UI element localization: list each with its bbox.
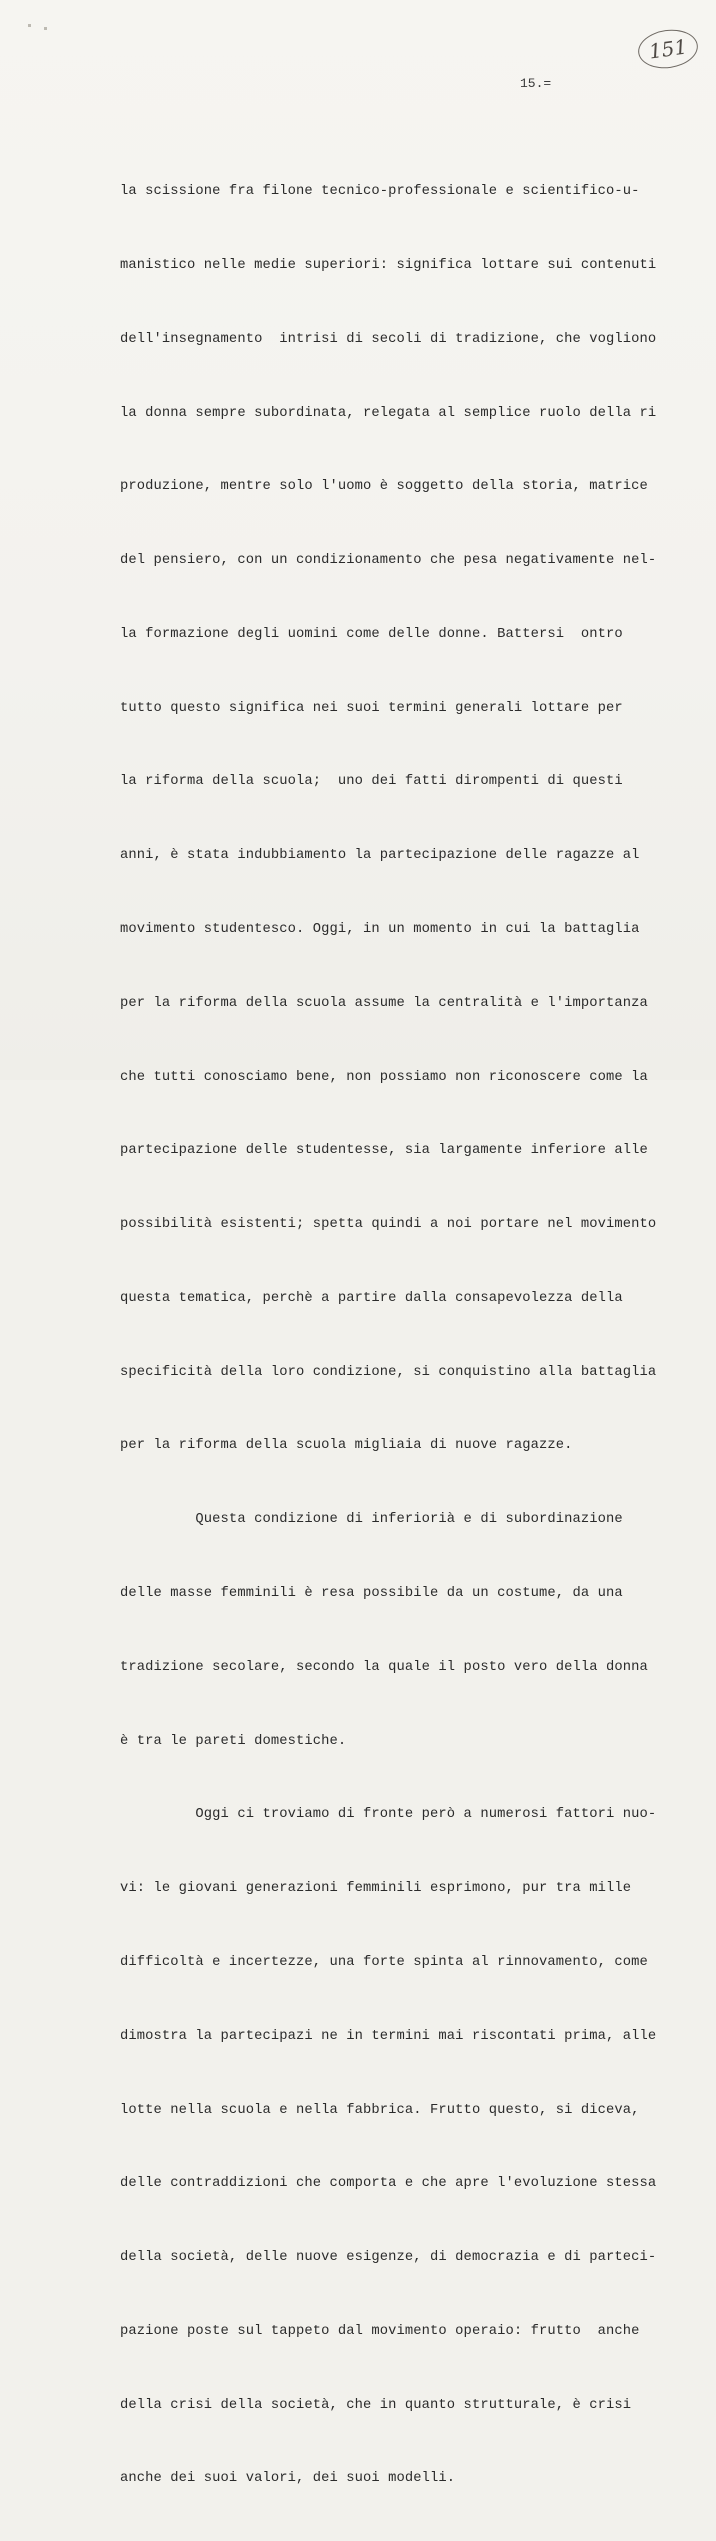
text-line: la donna sempre subordinata, relegata al semplice ruolo della ri [120,405,657,421]
text-line: del pensiero, con un condizionamento che pesa negativamente nel- [120,553,657,569]
text-line: che tutti conosciamo bene, non possiamo non riconoscere come la [120,1069,648,1085]
body-text [120,131,657,2541]
text-line: per la riforma della scuola migliaia di nuove ragazze. [120,1438,573,1454]
text-line: della crisi della società, che in quanto strutturale, è crisi [120,2397,632,2413]
text-line: manistico nelle medie superiori: significa lottare sui contenuti [120,257,657,273]
text-line: delle contraddizioni che comporta e che apre l'evoluzione stessa [120,2176,657,2192]
text-line: delle masse femminili è resa possibile da un costume, da una [120,1586,623,1602]
edge-dot [28,24,31,27]
text-line: pazione poste sul tappeto dal movimento operaio: frutto anche [120,2323,640,2339]
text-line: dell'insegnamento intrisi di secoli di tradizione, che vogliono [120,331,657,347]
edge-dot [44,27,47,30]
text-line: partecipazione delle studentesse, sia largamente inferiore alle [120,1143,648,1159]
text-line: difficoltà e incertezze, una forte spinta al rinnovamento, come [120,1954,648,1970]
text-line: lotte nella scuola e nella fabbrica. Frutto questo, si diceva, [120,2102,640,2118]
text-line: della società, delle nuove esigenze, di democrazia e di parteci- [120,2250,657,2266]
text-line: tutto questo significa nei suoi termini generali lottare per [120,700,623,716]
text-line: la formazione degli uomini come delle donne. Battersi ontro [120,626,623,642]
archive-stamp [636,26,701,72]
text-line: produzione, mentre solo l'uomo è soggetto della storia, matrice [120,479,648,495]
text-line: tradizione secolare, secondo la quale il posto vero della donna [120,1659,648,1675]
page-number: 15.= [520,76,552,91]
text-line: anche dei suoi valori, dei suoi modelli. [120,2471,456,2487]
text-line: la riforma della scuola; uno dei fatti dirompenti di questi [120,774,623,790]
text-line: vi: le giovani generazioni femminili esprimono, pur tra mille [120,1881,632,1897]
text-line: anni, è stata indubbiamento la partecipazione delle ragazze al [120,848,640,864]
stamp-number: 151 [647,34,689,64]
text-line: Questa condizione di inferiorià e di subordinazione [120,1512,623,1528]
text-line: Oggi ci troviamo di fronte però a numerosi fattori nuo- [120,1807,657,1823]
text-line: è tra le pareti domestiche. [120,1733,347,1749]
text-line: specificità della loro condizione, si conquistino alla battaglia [120,1364,657,1380]
text-line: dimostra la partecipazi ne in termini mai riscontati prima, alle [120,2028,657,2044]
text-line: la scissione fra filone tecnico-professionale e scientifico-u- [120,184,640,200]
text-line: questa tematica, perchè a partire dalla consapevolezza della [120,1290,623,1306]
text-line: movimento studentesco. Oggi, in un momento in cui la battaglia [120,922,640,937]
text-line: per la riforma della scuola assume la centralità e l'importanza [120,995,648,1011]
text-line: possibilità esistenti; spetta quindi a noi portare nel movimento [120,1217,657,1233]
